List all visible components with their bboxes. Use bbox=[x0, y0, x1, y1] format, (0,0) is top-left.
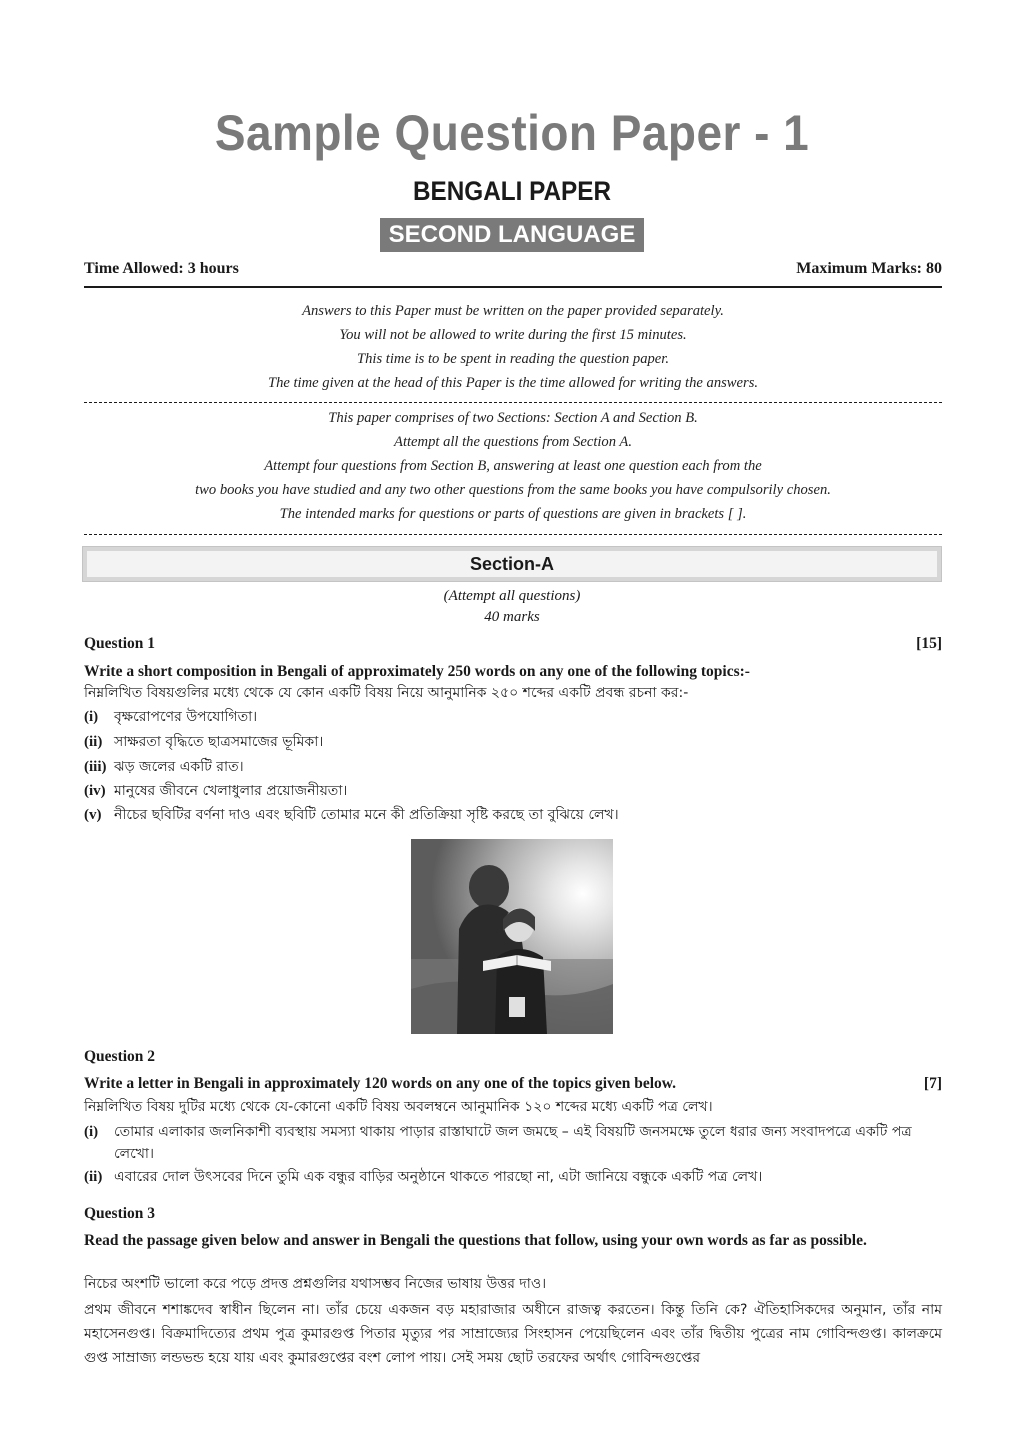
question-3-header bbox=[84, 1205, 942, 1223]
children-reading-photo bbox=[411, 839, 613, 1034]
question-3-passage: প্রথম জীবনে শশাঙ্কদেব স্বাধীন ছিলেন না। তাঁর চেয়ে একজন বড় মহারাজার অধীনে রাজত্ব করতেন। কিন্তু তিনি কে? ঐতিহাসিকদের অনুমান, তাঁর নাম মহাসেনগুপ্ত। বিক্রমাদিত্যের প্রথম পুত্র কুমারগুপ্ত পিতার মৃত্যুর পর সাম্রাজ্যের সিংহাসন পেয়েছিলেন এবং তাঁর দ্বিতীয় পুত্রের নাম গোবিন্দগুপ্ত। কালক্রমে গুপ্ত সাম্রাজ্য লন্ডভন্ড হয়ে যায় এবং কুমারগুপ্তের বংশ লোপ পায়। সেই সময় ছোট তরফের অর্থাৎ গোবিন্দগুপ্তের bbox=[84, 1302, 942, 1366]
paper-subtitle: BENGALI PAPER bbox=[412, 176, 612, 206]
item-text: বৃক্ষরোপণের উপযোগিতা। bbox=[114, 709, 258, 725]
instruction-line: This time is to be spent in reading the question paper. bbox=[357, 351, 669, 367]
question-label: Question 3 bbox=[84, 1205, 156, 1222]
page-title: Sample Question Paper - 1 bbox=[214, 105, 810, 161]
instruction-line: Attempt four questions from Section B, answering at least one question each from the bbox=[264, 458, 762, 474]
time-allowed: Time Allowed: 3 hours bbox=[84, 260, 239, 277]
question-2-prompt bbox=[84, 1072, 942, 1095]
item-text: সাক্ষরতা বৃদ্ধিতে ছাত্রসমাজের ভূমিকা। bbox=[114, 734, 324, 750]
instruction-line: You will not be allowed to write during the first 15 minutes. bbox=[339, 327, 687, 343]
question-label: Question 1 bbox=[84, 635, 156, 652]
question-marks: [15] bbox=[916, 635, 942, 652]
meta-row bbox=[84, 260, 942, 284]
item-number: (ii) bbox=[84, 1169, 103, 1185]
item-text: মানুষের জীবনে খেলাধুলার প্রয়োজনীয়তা। bbox=[114, 783, 348, 799]
maximum-marks: Maximum Marks: 80 bbox=[796, 260, 942, 277]
item-number: (ii) bbox=[84, 734, 103, 750]
question-marks: [7] bbox=[923, 1075, 942, 1092]
question-1-prompt: Write a short composition in Bengali of approximately 250 words on any one of the following topics:- bbox=[84, 663, 750, 680]
question-2-prompt-text: Write a letter in Bengali in approximately 120 words on any one of the topics given below. bbox=[84, 1075, 677, 1092]
item-number: (v) bbox=[84, 807, 102, 823]
instruction-line: Answers to this Paper must be written on the paper provided separately. bbox=[302, 303, 724, 319]
section-title: Section-A bbox=[87, 551, 937, 577]
item-text: তোমার এলাকার জলনিকাশী ব্যবস্থায় সমস্যা থাকায় পাড়ার রাস্তাঘাটে জল জমছে – এই বিষয়টি জনসমক্ষে তুলে ধরার জন্য সংবাদপত্রে একটি পত্র লেখো। bbox=[114, 1124, 912, 1162]
item-text: ঝড় জলের একটি রাত। bbox=[114, 759, 244, 775]
question-2-header bbox=[84, 1048, 942, 1066]
instruction-line: two books you have studied and any two other questions from the same books you have compulsorily chosen. bbox=[195, 482, 831, 498]
instructions-block-2 bbox=[84, 406, 942, 526]
question-3-prompt-bengali: নিচের অংশটি ভালো করে পড়ে প্রদত্ত প্রশ্নগুলির যথাসম্ভব নিজের ভাষায় উত্তর দাও। bbox=[84, 1276, 547, 1292]
photo-illustration bbox=[411, 839, 613, 1034]
dashed-divider bbox=[84, 402, 942, 403]
question-2-prompt-bengali: নিম্নলিখিত বিষয় দুটির মধ্যে থেকে যে-কোনো একটি বিষয় অবলম্বনে আনুমানিক ১২০ শব্দের মধ্যে একটি পত্র লেখ। bbox=[84, 1099, 713, 1115]
item-text: এবারের দোল উৎসবের দিনে তুমি এক বন্ধুর বাড়ির অনুষ্ঠানে থাকতে পারছো না, এটা জানিয়ে বন্ধুকে একটি পত্র লেখ। bbox=[114, 1169, 763, 1185]
item-number: (i) bbox=[84, 1124, 99, 1140]
section-header bbox=[82, 546, 942, 582]
item-text: নীচের ছবিটির বর্ণনা দাও এবং ছবিটি তোমার মনে কী প্রতিক্রিয়া সৃষ্টি করছে তা বুঝিয়ে লেখ। bbox=[114, 807, 619, 823]
question-3-prompt: Read the passage given below and answer in Bengali the questions that follow, using your own words as far as possible. bbox=[84, 1232, 867, 1249]
section-marks: 40 marks bbox=[484, 609, 540, 625]
section-note: (Attempt all questions) bbox=[443, 588, 581, 604]
item-number: (i) bbox=[84, 709, 99, 725]
question-1-prompt-bengali: নিম্নলিখিত বিষয়গুলির মধ্যে থেকে যে কোন একটি বিষয় নিয়ে আনুমানিক ২৫০ শব্দের একটি প্রবন্ধ রচনা কর:- bbox=[84, 685, 689, 701]
instruction-line: Attempt all the questions from Section A. bbox=[394, 434, 632, 450]
instruction-line: The intended marks for questions or parts of questions are given in brackets [ ]. bbox=[279, 506, 747, 522]
instructions-block-1 bbox=[84, 299, 942, 395]
question-1-header bbox=[84, 635, 942, 653]
dashed-divider bbox=[84, 534, 942, 535]
question-label: Question 2 bbox=[84, 1048, 156, 1065]
item-number: (iv) bbox=[84, 783, 106, 799]
item-number: (iii) bbox=[84, 759, 107, 775]
instruction-line: This paper comprises of two Sections: Section A and Section B. bbox=[328, 410, 698, 426]
instruction-line: The time given at the head of this Paper is the time allowed for writing the answers. bbox=[267, 375, 759, 391]
header-divider bbox=[84, 286, 942, 288]
language-badge: SECOND LANGUAGE bbox=[380, 218, 644, 252]
